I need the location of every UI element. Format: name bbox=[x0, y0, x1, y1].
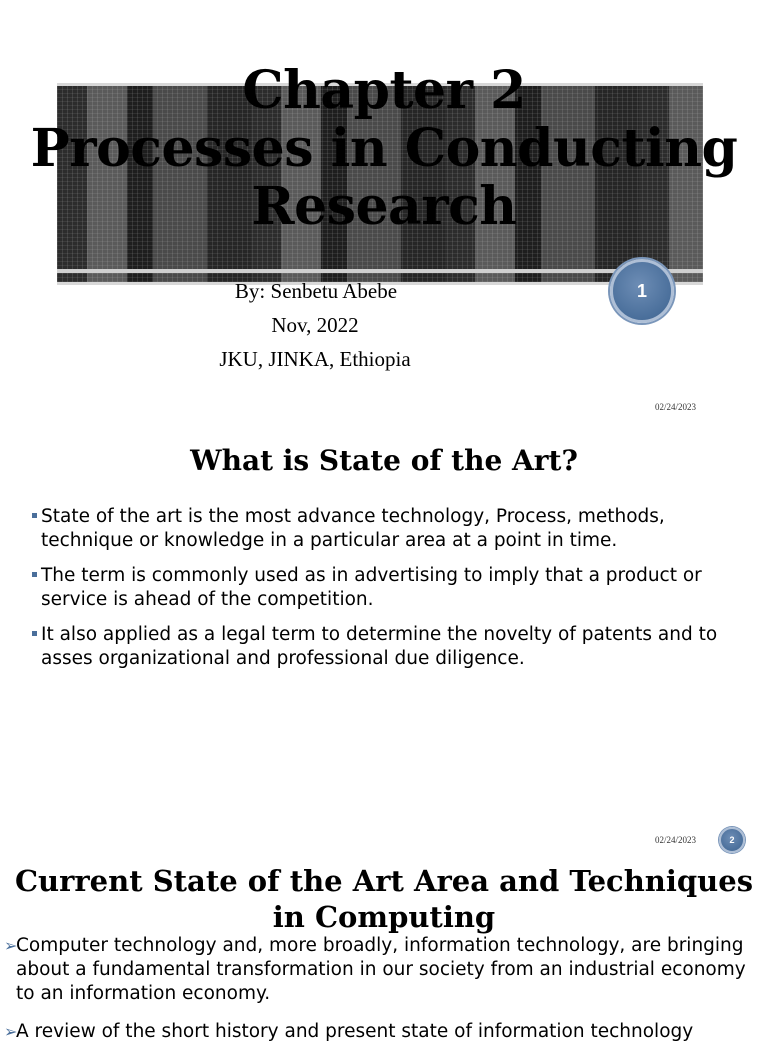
banner-divider bbox=[57, 269, 703, 273]
presentation-date: Nov, 2022 bbox=[271, 313, 359, 337]
list-item bbox=[4, 934, 764, 1006]
slide-2-title: What is State of the Art? bbox=[190, 444, 578, 477]
footer-date: 02/24/2023 bbox=[655, 402, 697, 412]
author-byline: By: Senbetu Abebe bbox=[234, 279, 398, 303]
square-bullet-icon bbox=[32, 631, 37, 636]
footer-date: 02/24/2023 bbox=[655, 835, 697, 845]
title-line: Processes in Conducting bbox=[30, 118, 738, 179]
slide-1-title bbox=[0, 62, 768, 236]
bullet-text: Computer technology and, more broadly, information technology, are bringing about a fundamental transformation in our society from an industrial economy to an information economy. bbox=[16, 935, 746, 1004]
affiliation: JKU, JINKA, Ethiopia bbox=[219, 347, 411, 371]
title-line: Current State of the Art Area and Techniques bbox=[14, 864, 754, 898]
list-item bbox=[30, 564, 730, 612]
bullet-text: A review of the short history and present state of information technology bbox=[16, 1021, 694, 1042]
bullet-list bbox=[30, 505, 730, 682]
square-bullet-icon bbox=[32, 572, 37, 577]
arrow-bullet-icon: ➢ bbox=[4, 1022, 18, 1041]
slide-number-badge: 2 bbox=[719, 827, 745, 853]
slide-number-badge: 1 bbox=[610, 259, 674, 323]
square-bullet-icon bbox=[32, 513, 37, 518]
bullet-text: The term is commonly used as in advertising to imply that a product or service is ahead of the competition. bbox=[41, 565, 702, 610]
title-line: Research bbox=[251, 176, 517, 237]
slide-3-title bbox=[0, 863, 768, 935]
bullet-text: State of the art is the most advance technology, Process, methods, technique or knowledge in a particular area at a point in time. bbox=[41, 506, 665, 551]
list-item bbox=[30, 505, 730, 553]
bullet-text: It also applied as a legal term to determine the novelty of patents and to asses organizational and professional due diligence. bbox=[41, 624, 718, 669]
list-item bbox=[30, 623, 730, 671]
title-line: Chapter 2 bbox=[242, 60, 526, 121]
arrow-bullet-icon: ➢ bbox=[4, 936, 18, 955]
title-line: in Computing bbox=[272, 900, 496, 934]
bullet-list bbox=[4, 934, 764, 1058]
